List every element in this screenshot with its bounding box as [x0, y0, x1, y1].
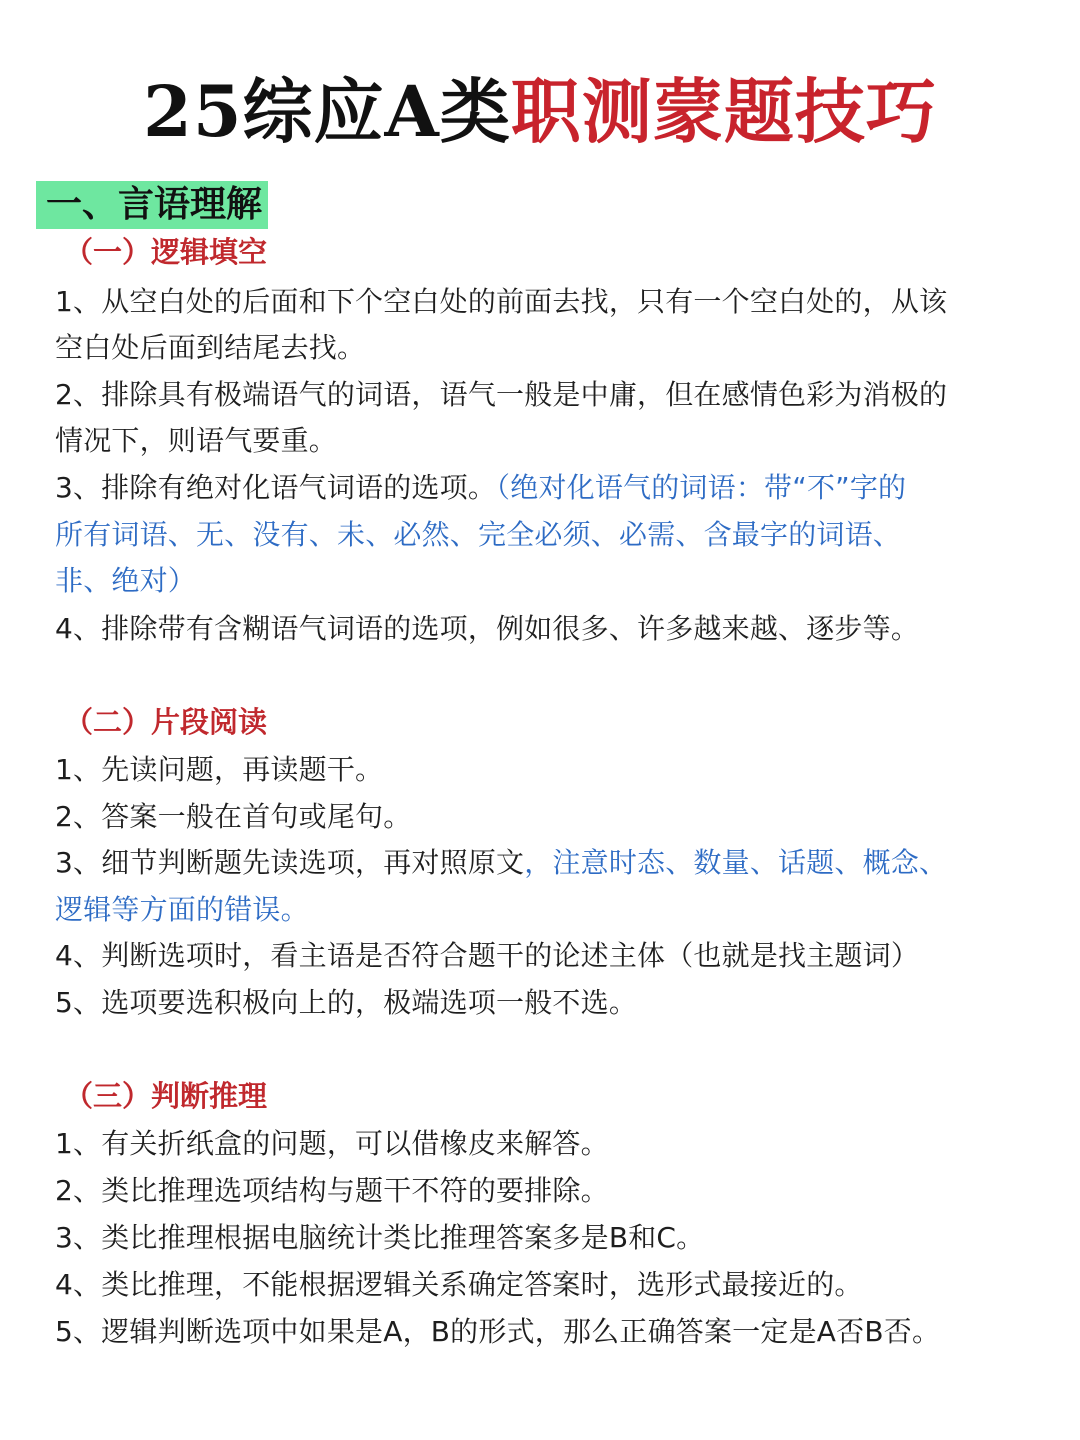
subheading-passage-reading: （二）片段阅读: [64, 705, 268, 739]
highlight-text-line: 逻辑等方面的错误。: [55, 893, 309, 926]
title-red-part: 职测蒙题技巧: [510, 70, 937, 153]
text-line: 4、排除带有含糊语气词语的选项，例如很多、许多越来越、逐步等。: [55, 612, 920, 645]
text-line: 空白处后面到结尾去找。: [55, 331, 366, 364]
text-line: 2、答案一般在首句或尾句。: [55, 800, 412, 833]
text-line: 4、类比推理，不能根据逻辑关系确定答案时，选形式最接近的。: [55, 1268, 863, 1301]
highlight-text: ，注意时态、数量、话题、概念、: [524, 846, 948, 879]
text-line: 1、有关折纸盒的问题，可以借橡皮来解答。: [55, 1127, 609, 1160]
text-line: 5、选项要选积极向上的，极端选项一般不选。: [55, 986, 638, 1019]
text-line: 1、先读问题，再读题干。: [55, 753, 384, 786]
text-segment: 3、细节判断题先读选项，再对照原文: [55, 846, 525, 879]
text-line: 2、排除具有极端语气的词语，语气一般是中庸，但在感情色彩为消极的: [55, 378, 948, 411]
text-line: 5、逻辑判断选项中如果是A，B的形式，那么正确答案一定是A否B否。: [55, 1315, 941, 1348]
subheading-judgment-reasoning: （三）判断推理: [64, 1079, 268, 1113]
highlight-text-line: 非、绝对）: [55, 564, 197, 597]
text-line: 2、类比推理选项结构与题干不符的要排除。: [55, 1174, 609, 1207]
text-line: [55, 840, 1045, 886]
section-header-language: 一、言语理解: [36, 181, 268, 229]
text-segment: 3、排除有绝对化语气词语的选项。: [55, 471, 497, 504]
page-title: [0, 70, 1080, 154]
highlight-text: （绝对化语气的词语：带“不”字的: [496, 471, 907, 504]
highlight-text-line: 所有词语、无、没有、未、必然、完全必须、必需、含最字的词语、: [55, 518, 902, 551]
subheading-logic-fill: （一）逻辑填空: [64, 235, 268, 269]
text-line: [55, 465, 1045, 511]
text-line: 情况下，则语气要重。: [55, 424, 338, 457]
title-black-part: 25综应A类: [143, 70, 511, 153]
text-line: 1、从空白处的后面和下个空白处的前面去找，只有一个空白处的，从该: [55, 285, 948, 318]
text-line: 3、类比推理根据电脑统计类比推理答案多是B和C。: [55, 1221, 705, 1254]
text-line: 4、判断选项时，看主语是否符合题干的论述主体（也就是找主题词）: [55, 939, 920, 972]
